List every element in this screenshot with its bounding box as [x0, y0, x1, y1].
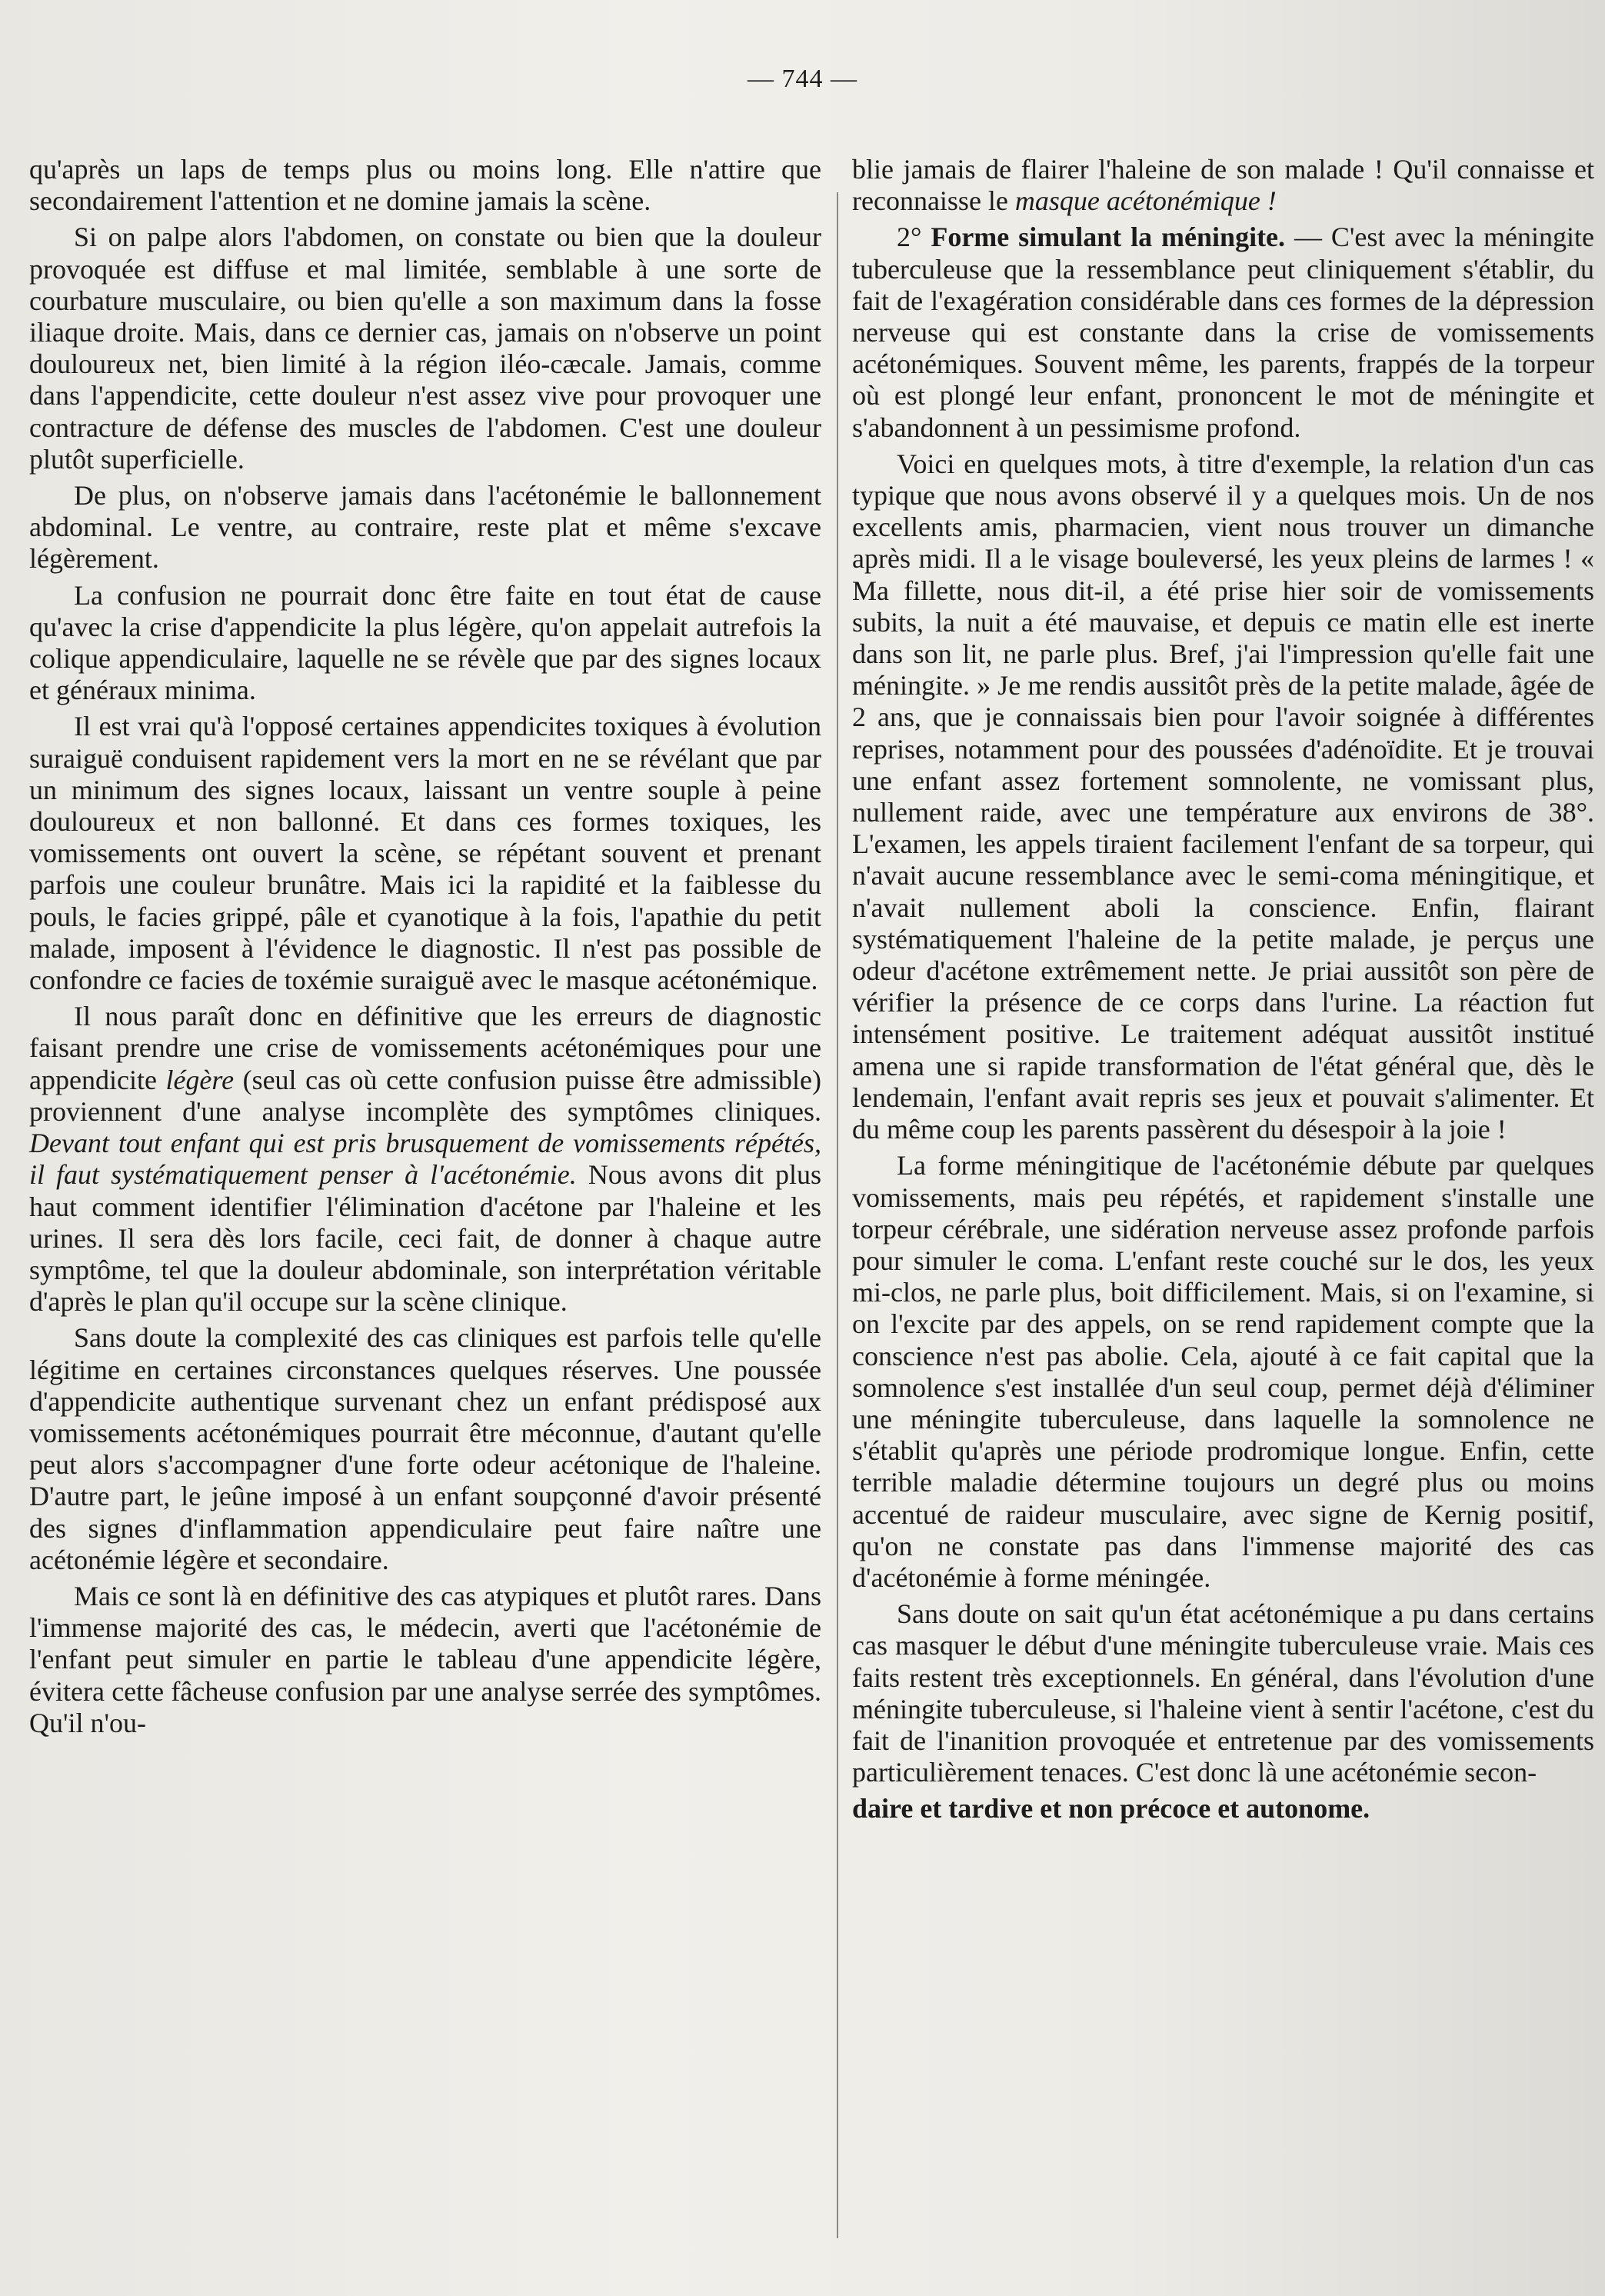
section-number: 2° — [897, 222, 922, 253]
paragraph: daire et tardive et non précoce et autonome. — [852, 1793, 1370, 1824]
paragraph: qu'après un laps de temps plus ou moins long. Elle n'attire que secondairement l'attention et ne domine jamais la scène. — [29, 154, 821, 217]
text-run: (seul cas où cette confusion puisse être admissible) proviennent d'une analyse incomplète des symptômes cliniques. — [29, 1064, 821, 1127]
paragraph: La confusion ne pourrait donc être faite en tout état de cause qu'avec la crise d'appendicite la plus légère, qu'on appelait autrefois la colique appendiculaire, laquelle ne se révèle que par des signes locaux et généraux minima. — [29, 579, 821, 706]
right-column — [852, 154, 1594, 1830]
paragraph — [29, 1001, 821, 1318]
paragraph: Sans doute la complexité des cas cliniques est parfois telle qu'elle légitime en certaines circonstances quelques réserves. Une poussée d'appendicite authentique survenant chez un enfant prédisposé aux vomissements acétonémiques pourrait être méconnue, d'autant qu'elle peut alors s'accompagner d'une forte odeur acétonique de l'haleine. D'autre part, le jeûne imposé à un enfant soupçonné d'avoir présenté des signes d'inflammation appendiculaire peut faire naître une acétonémie légère et secondaire. — [29, 1322, 821, 1575]
paragraph: Il est vrai qu'à l'opposé certaines appendicites toxiques à évolution suraiguë conduisent rapidement vers la mort en ne se révélant que par un minimum des signes locaux, laissant un ventre souple à peine douloureux et non ballonné. Et dans ces formes toxiques, les vomissements ont ouvert la scène, se répétant souvent et prenant parfois une couleur brunâtre. Mais ici la rapidité et la faiblesse du pouls, le facies grippé, pâle et cyanotique à la fois, l'apathie du petit malade, imposent à l'évidence le diagnostic. Il n'est pas possible de confondre ce facies de toxémie suraiguë avec le masque acétonémique. — [29, 711, 821, 996]
paragraph: Sans doute on sait qu'un état acétonémique a pu dans certains cas masquer le début d'une méningite tuberculeuse vraie. Mais ces faits restent très exceptionnels. En général, dans l'évolution d'une méningite tuberculeuse, si l'haleine vient à sentir l'acétone, c'est du fait de l'inanition provoquée et entretenue par des vomissements particulièrement tenaces. C'est donc là une acétonémie secon- — [852, 1598, 1594, 1788]
left-column — [29, 154, 821, 1744]
paragraph: La forme méningitique de l'acétonémie débute par quelques vomissements, mais peu répétés, et rapidement s'installe une torpeur cérébrale, une sidération nerveuse assez profonde parfois pour simuler le coma. L'enfant reste couché sur le dos, les yeux mi-clos, ne parle plus, boit difficilement. Mais, si on l'examine, si on l'excite par des appels, on se rend rapidement compte que la conscience n'est pas abolie. Cela, ajouté à ce fait capital que la somnolence s'est installée d'un seul coup, permet déjà d'éliminer une méningite tuberculeuse, dans laquelle la somnolence ne s'établit qu'après une période prodromique longue. Enfin, cette terrible maladie détermine toujours un degré plus ou moins accentué de raideur musculaire, avec signe de Kernig positif, qu'on ne constate pas dans l'immense majorité des cas d'acétonémie à forme méningée. — [852, 1150, 1594, 1593]
text-run: Nous avons dit plus haut comment identifier l'élimination d'acétone par l'haleine et les urines. Il sera dès lors facile, ceci fait, de donner à chaque autre symptôme, tel que la douleur abdominale, son interprétation véritable d'après le plan qu'il occupe sur la scène clinique. — [29, 1159, 822, 1318]
text-run: — C'est avec la méningite tuberculeuse que la ressemblance peut cliniquement s'établir, du fait de l'exagération considérable dans ces formes de la dépression nerveuse qui est constante dans la crise de vomissements acétonémiques. Souvent même, les parents, frappés de la torpeur où est plongé leur enfant, prononcent le mot de méningite et s'abandonnent à un pessimisme profond. — [852, 222, 1595, 443]
text-run: Il nous paraît donc en définitive que les erreurs de diagnostic faisant prendre une crise de vomissements acétonémiques pour une appendicite — [29, 1001, 821, 1095]
italic-text: légère — [165, 1064, 235, 1095]
paragraph: Voici en quelques mots, à titre d'exemple, la relation d'un cas typique que nous avons observé il y a quelques mois. Un de nos excellents amis, pharmacien, vient nous trouver un dimanche après midi. Il a le visage bouleversé, les yeux pleins de larmes ! « Ma fillette, nous dit-il, a été prise hier soir de vomissements subits, la nuit a été mauvaise, et depuis ce matin elle est inerte dans son lit, ne parle plus. Bref, j'ai l'impression qu'elle fait une méningite. » Je me rendis aussitôt près de la petite malade, âgée de 2 ans, que je connaissais bien pour l'avoir soignée à différentes reprises, notamment pour des poussées d'adénoïdite. Et je trouvai une enfant assez fortement somnolente, ne vomissant plus, nullement raide, avec une température aux environs de 38°. L'examen, les appels tiraient facilement l'enfant de sa torpeur, qui n'avait aucune ressemblance avec le semi-coma méningitique, et n'avait nullement aboli la conscience. Enfin, flairant systématiquement l'haleine de la petite malade, je perçus une odeur d'acétone extrêmement nette. Je priai aussitôt son père de vérifier la présence de ce corps dans l'urine. La réaction fut intensément positive. Le traitement adéquat aussitôt institué amena une si rapide transformation de l'état général que, dès le lendemain, l'enfant avait repris ses jeux et pouvait s'alimenter. Et du même coup les parents passèrent du désespoir à la joie ! — [852, 448, 1594, 1145]
paragraph — [852, 222, 1594, 443]
text-run: blie jamais de flairer l'haleine de son malade ! Qu'il connaisse et reconnaisse le — [852, 154, 1594, 217]
paragraph: De plus, on n'observe jamais dans l'acétonémie le ballonnement abdominal. Le ventre, au contraire, reste plat et même s'excave légèrement. — [29, 480, 821, 575]
paragraph: Si on palpe alors l'abdomen, on constate ou bien que la douleur provoquée est diffuse et mal limitée, semblable à une sorte de courbature musculaire, ou bien qu'elle a son maximum dans la fosse iliaque droite. Mais, dans ce dernier cas, jamais on n'observe un point douloureux net, bien limité à la région iléo-cæcale. Jamais, comme dans l'appendicite, cette douleur n'est assez vive pour provoquer une contracture de défense des muscles de l'abdomen. C'est une douleur plutôt superficielle. — [29, 222, 821, 475]
page-number: — 744 — — [748, 65, 857, 93]
paragraph — [852, 154, 1594, 217]
italic-text: Devant tout enfant qui est pris brusquement de vomissements répétés, il faut systématiquement penser à l'acétonémie. — [29, 1128, 821, 1191]
paragraph: Mais ce sont là en définitive des cas atypiques et plutôt rares. Dans l'immense majorité des cas, le médecin, averti que l'acétonémie de l'enfant peut simuler en partie le tableau d'une appendicite légère, évitera cette fâcheuse confusion par une analyse serrée des symptômes. Qu'il n'ou- — [29, 1580, 821, 1738]
italic-text: masque acétonémique ! — [1014, 185, 1277, 217]
section-heading: Forme simulant la méningite. — [931, 222, 1286, 253]
column-divider — [837, 192, 838, 2238]
